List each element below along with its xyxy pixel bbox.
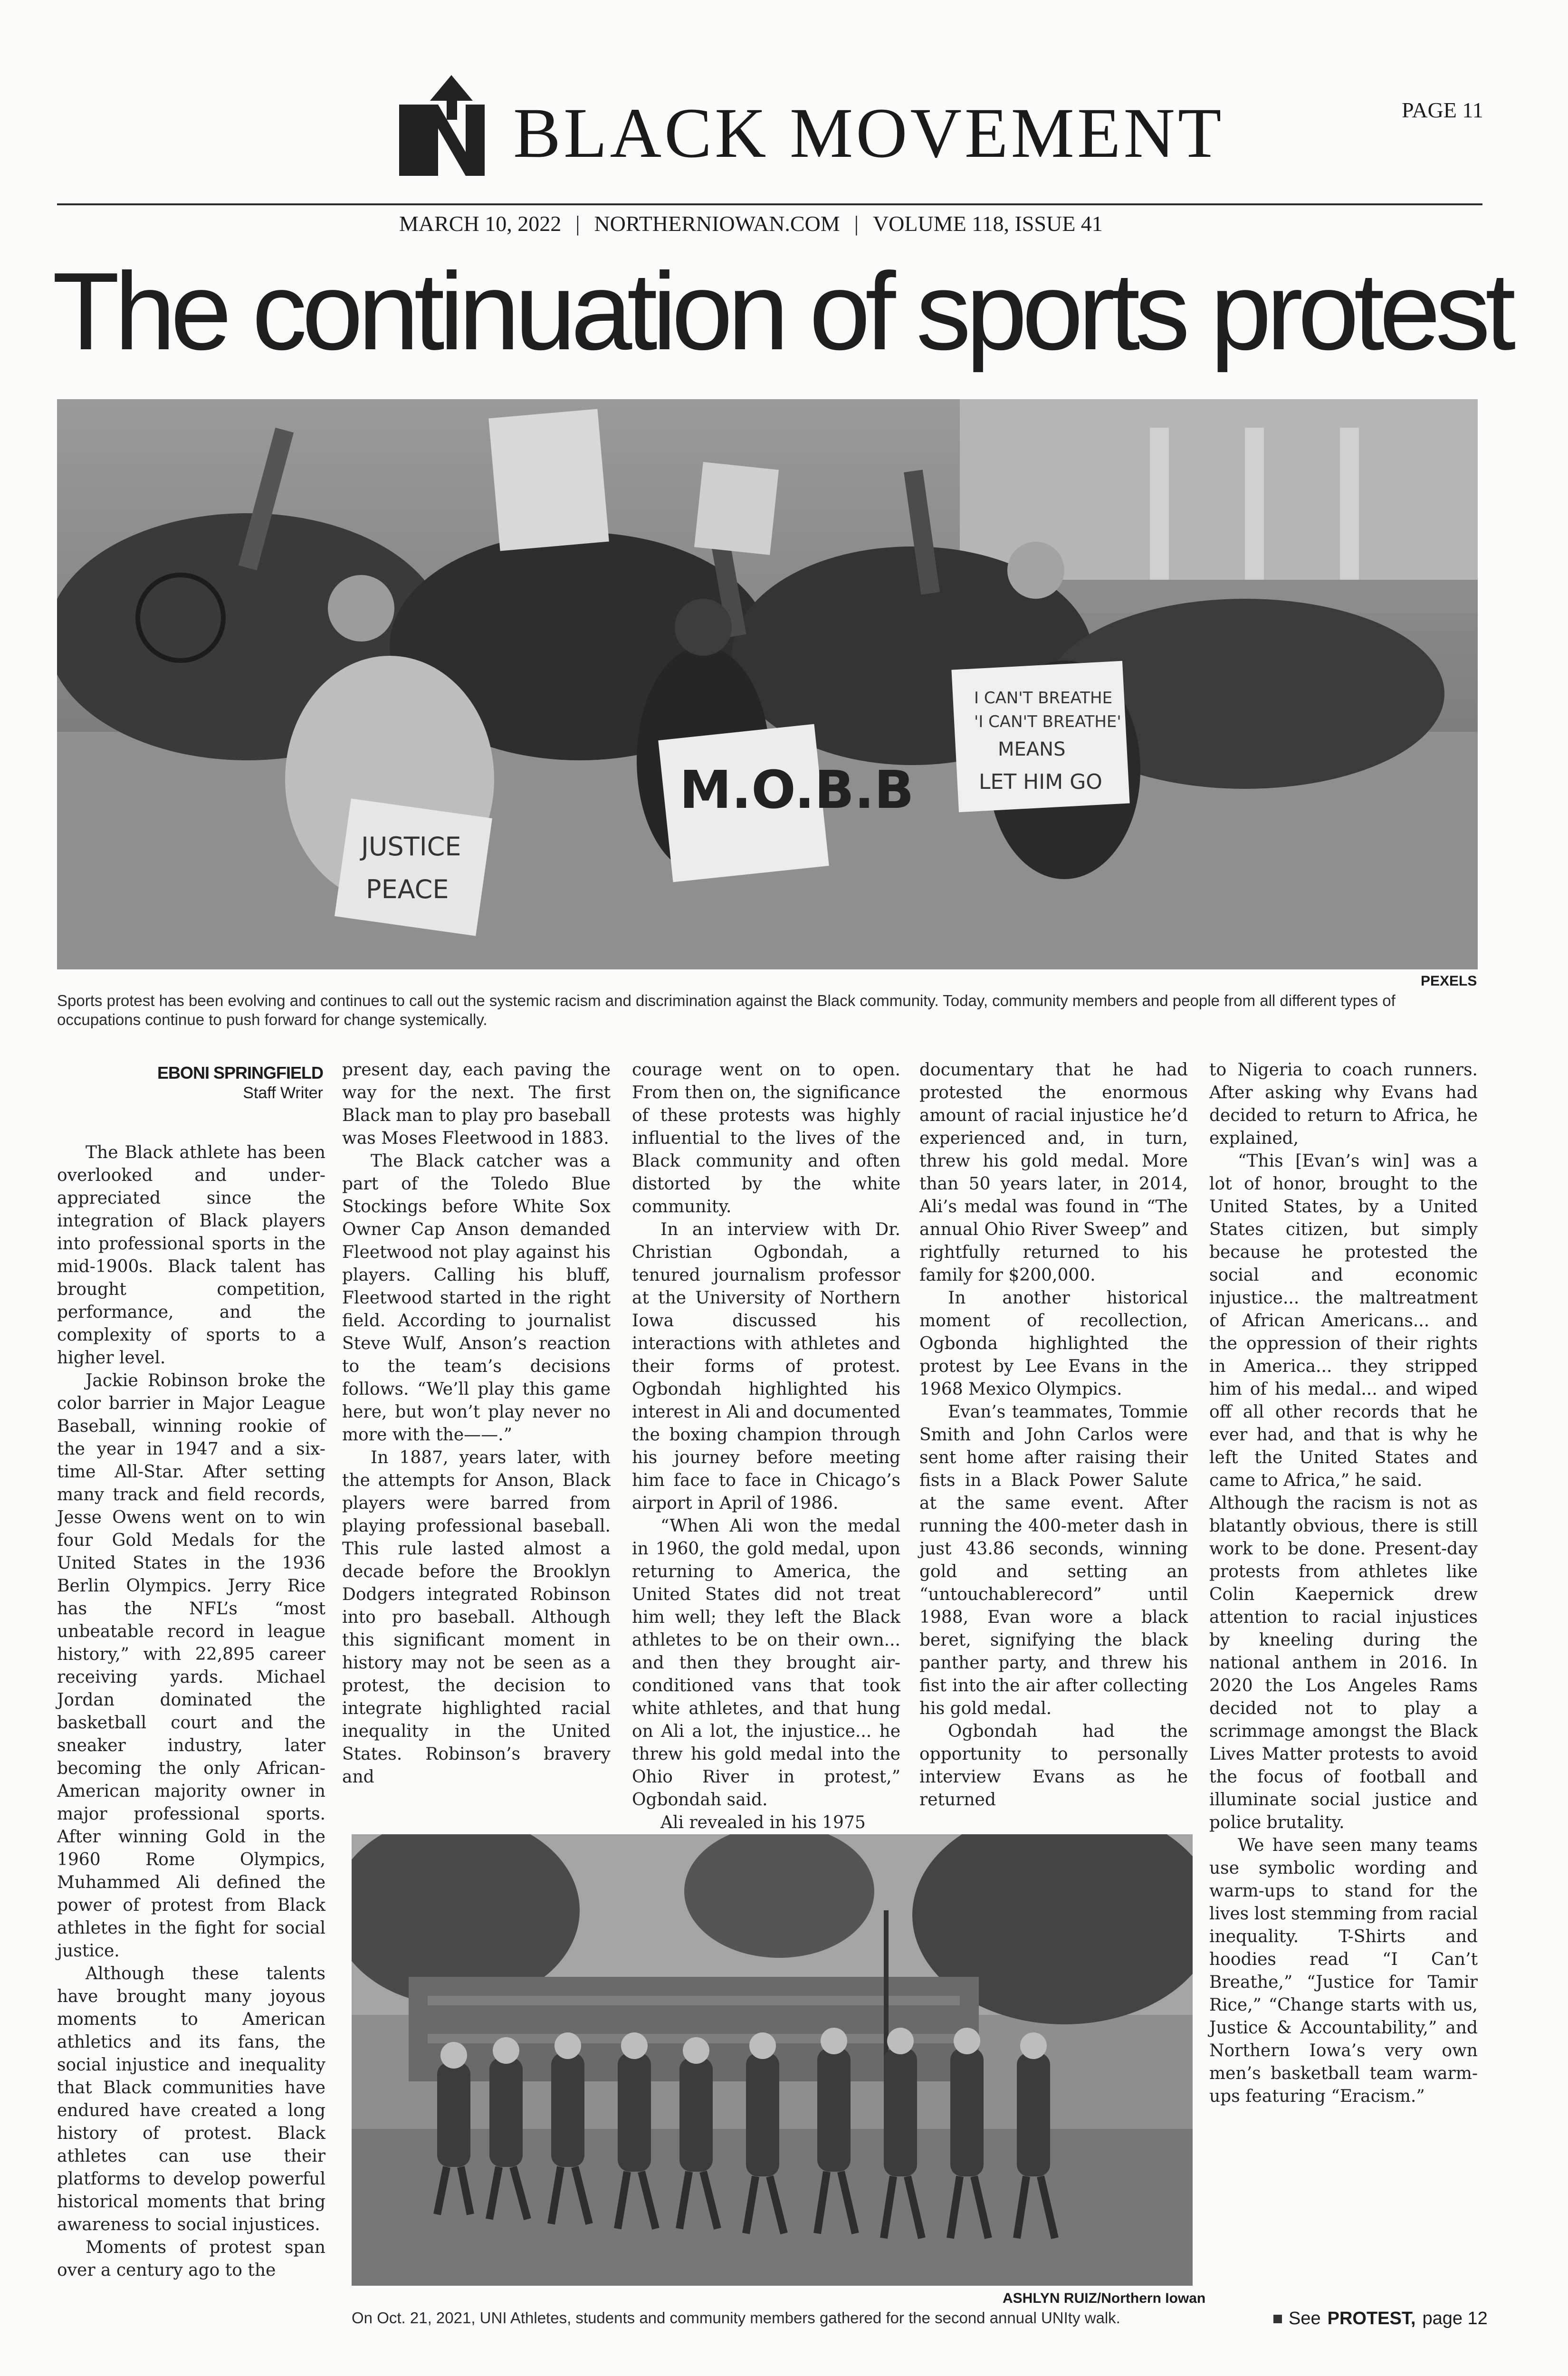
photo-credit: PEXELS (1421, 973, 1477, 989)
sign-i-cant-breathe (951, 661, 1129, 812)
protest-photo (57, 399, 1478, 969)
paragraph: Evan’s teammates, Tommie Smith and John Carlos were sent home after raising their fists in a Black Power Salute at the same event. After running the 400-meter dash in just 43.86 seconds, winning gold and setting an “untouchablerecord” until 1988, Evan wore a black beret, signifying the black panther party, and threw his fist into the air after collecting his gold medal. (919, 1402, 1188, 1718)
article-column-2 (342, 1059, 611, 1789)
dateline-separator: | (854, 211, 859, 236)
unity-walk-photo (352, 1834, 1193, 2286)
page-number: PAGE 11 (1402, 98, 1483, 122)
article-column-3 (632, 1059, 900, 1834)
northern-iowan-logo-icon (394, 71, 504, 181)
byline (57, 1063, 323, 1102)
paragraph: “This [Evan’s win] was a lot of honor, brought to the United States, by a United States citizen, but simply because he protested the social and economic injustice... the maltreatment of African Americans... and the oppression of their rights in America... they stripped him of his medal... and wiped off all other records that he ever had, and that is why he left the United States and came to Africa,” he said. (1209, 1151, 1478, 1490)
svg-text:LET HIM GO: LET HIM GO (979, 770, 1102, 794)
photo-caption: On Oct. 21, 2021, UNI Athletes, students and community members gathered for the second annual UNIty walk. (352, 2309, 1120, 2327)
sign-justice-peace (335, 798, 492, 936)
paragraph: The Black catcher was a part of the Toledo Blue Stockings before White Sox Owner Cap Anson demanded Fleetwood not play against his players. Calling his bluff, Fleetwood started in the right field. According to journalist Steve Wulf, Anson’s reaction to the team’s decisions follows. “We’ll play this game here, but won’t play never no more with the——.” (342, 1151, 611, 1445)
svg-text:JUSTICE: JUSTICE (361, 832, 461, 862)
photo-credit: ASHLYN RUIZ/Northern Iowan (1003, 2290, 1206, 2306)
photo-caption: Sports protest has been evolving and continues to call out the systemic racism and discrimination against the Black community. Today, community members and people from all different types of occupations continue to push forward for change systemically. (57, 992, 1396, 1028)
section-title: BLACK MOVEMENT (513, 94, 1224, 172)
paragraph: Ogbondah had the opportunity to personally interview Evans as he returned (919, 1722, 1188, 1810)
author-role: Staff Writer (243, 1084, 323, 1102)
paragraph: present day, each paving the way for the next. The first Black man to play pro baseball was Moses Fleetwood in 1883. (342, 1060, 611, 1148)
paragraph: In 1887, years later, with the attempts for Anson, Black players were barred from playing professional baseball. This rule lasted almost a decade before the Brooklyn Dodgers integrated Robinson into pro baseball. Although this significant moment in history may not be seen as a protest, the decision to integrate highlighted racial inequality in the United States. Robinson’s bravery and (342, 1448, 611, 1787)
dateline-separator: | (575, 211, 580, 236)
article-column-5 (1209, 1059, 1478, 2108)
jump-page: page 12 (1422, 2309, 1488, 2328)
paragraph: The Black athlete has been overlooked and under-appreciated since the integration of Black players into professional sports in the mid-1900s. Black talent has brought competition, performance, and the complexity of sports to a higher level. (57, 1143, 325, 1368)
bullet-square-icon (1273, 2315, 1282, 2323)
svg-text:M.O.B.B: M.O.B.B (679, 759, 914, 820)
svg-text:PEACE: PEACE (366, 874, 449, 904)
article-headline: The continuation of sports protest (52, 250, 1511, 373)
paragraph: Moments of protest span over a century ago to the (57, 2238, 325, 2280)
paragraph: Although the racism is not as blatantly obvious, there is still work to be done. Present-day protests from athletes like Colin Kaepernick drew attention to racial injustices by kneeling during the national anthem in 2016. In 2020 the Los Angeles Rams decided not to play a scrimmage amongst the Black Lives Matter protests to avoid the focus of football and illuminate social justice and police brutality. (1209, 1494, 1478, 1832)
masthead-divider (57, 203, 1482, 205)
dateline (399, 209, 1159, 238)
jump-prefix: See (1289, 2309, 1321, 2328)
website-link[interactable]: NORTHERNIOWAN.COM (594, 211, 840, 236)
author-name: EBONI SPRINGFIELD (157, 1063, 323, 1083)
paragraph: courage went on to open. From then on, the significance of these protests was highly influential to the lives of the Black community and often distorted by the white community. (632, 1060, 900, 1217)
paragraph: documentary that he had protested the enormous amount of racial injustice he’d experienced and, in turn, threw his gold medal. More than 50 years later, in 2014, Ali’s medal was found in “The annual Ohio River Sweep” and rightfully returned to his family for $200,000. (919, 1060, 1188, 1285)
paragraph: In another historical moment of recollection, Ogbonda highlighted the protest by Lee Evans in the 1968 Mexico Olympics. (919, 1288, 1188, 1399)
article-column-1 (57, 1141, 325, 2282)
paragraph: In an interview with Dr. Christian Ogbondah, a tenured journalism professor at the University of Northern Iowa discussed his interactions with athletes and their forms of protest. Ogbondah highlighted his interest in Ali and documented the boxing champion through his journey before meeting him face to face in Chicago’s airport in April of 1986. (632, 1220, 900, 1513)
continued-jump-line[interactable] (1273, 2309, 1488, 2329)
paragraph: We have seen many teams use symbolic wording and warm-ups to stand for the lives lost stemming from racial inequality. T-Shirts and hoodies read “I Can’t Breathe,” “Justice for Tamir Rice,” “Change starts with us, Justice & Accountability,” and Northern Iowa’s very own men’s basketball team warm-ups featuring “Eracism.” (1209, 1836, 1478, 2106)
volume-issue: VOLUME 118, ISSUE 41 (872, 211, 1103, 236)
paragraph: Although these talents have brought many joyous moments to American athletics and its fans, the social injustice and inequality that Black communities have endured have created a long history of protest. Black athletes can use their platforms to develop powerful historical moments that bring awareness to social injustices. (57, 1964, 325, 2234)
svg-text:'I CAN'T BREATHE': 'I CAN'T BREATHE' (974, 712, 1121, 731)
article-column-4 (919, 1059, 1188, 1811)
paragraph: Ali revealed in his 1975 (660, 1813, 866, 1832)
svg-text:MEANS: MEANS (998, 738, 1066, 760)
jump-keyword: PROTEST, (1327, 2309, 1416, 2328)
svg-text:I CAN'T BREATHE: I CAN'T BREATHE (974, 689, 1113, 708)
paragraph: “When Ali won the medal in 1960, the gold medal, upon returning to America, the United States did not treat him well; they left the Black athletes to be on their own... and then they brought air-conditioned vans that took white athletes, and that hung on Ali a lot, the injustice... he threw his gold medal into the Ohio River in protest,” Ogbondah said. (632, 1516, 900, 1810)
issue-date: MARCH 10, 2022 (399, 211, 562, 236)
paragraph: to Nigeria to coach runners. After asking why Evans had decided to return to Africa, he explained, (1209, 1060, 1478, 1148)
paragraph: Jackie Robinson broke the color barrier in Major League Baseball, winning rookie of the year in 1947 and a six-time All-Star. After setting many track and field records, Jesse Owens went on to win four Gold Medals for the United States in the 1936 Berlin Olympics. Jerry Rice has the NFL’s “most unbeatable record in league history,” with 22,895 career receiving yards. Michael Jordan dominated the basketball court and the sneaker industry, later becoming the only African-American majority owner in major professional sports. After winning Gold in the 1960 Rome Olympics, Muhammed Ali defined the power of protest from Black athletes in the fight for social justice. (57, 1371, 325, 1961)
